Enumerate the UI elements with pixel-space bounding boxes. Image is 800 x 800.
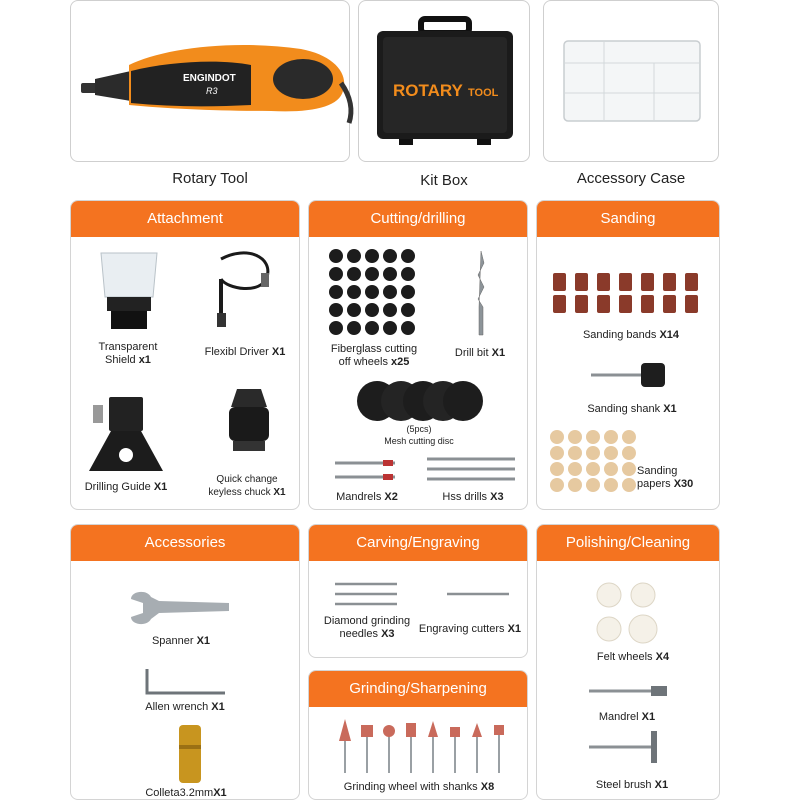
box-text-small: TOOL (468, 87, 499, 99)
accessories-header: Accessories (71, 525, 299, 561)
grinding-wheels-image (335, 719, 515, 773)
transparent-shield-label: Transparent Shield x1 (98, 341, 158, 366)
accessory-case-image (544, 1, 720, 163)
kit-box-card (358, 0, 530, 162)
fiberglass-wheels-image (327, 247, 417, 337)
steel-brush-label: Steel brush X1 (595, 779, 669, 791)
felt-wheels-label: Felt wheels X4 (596, 651, 670, 663)
kit-box-label: Kit Box (420, 172, 468, 189)
grinding-panel (308, 670, 528, 800)
spanner-label: Spanner X1 (151, 635, 211, 647)
diamond-needles-label: Diamond grinding needles X3 (323, 615, 411, 640)
brand-logo-text: ENGINDOT (183, 73, 236, 84)
mesh-disc-label: Mesh cutting disc (384, 436, 454, 446)
engraving-cutters-label: Engraving cutters X1 (418, 623, 522, 635)
transparent-shield-image (93, 249, 173, 339)
kit-box-image (359, 1, 531, 163)
sanding-papers-label: Sanding papers X30 (637, 465, 694, 490)
drill-bit-label: Drill bit X1 (454, 347, 506, 359)
mandrel-polish-label: Mandrel X1 (598, 711, 656, 723)
allen-wrench-image (141, 665, 231, 705)
accessory-case-card (543, 0, 719, 162)
sanding-papers-image (549, 429, 641, 493)
engraving-cutters-image (445, 589, 511, 599)
attachment-header: Attachment (71, 201, 299, 237)
fiberglass-label: Fiberglass cutting off wheels x25 (330, 343, 418, 368)
diamond-needles-image (333, 579, 403, 609)
sanding-bands-image (551, 271, 705, 317)
keyless-chuck-image (219, 385, 279, 465)
spanner-image (129, 589, 239, 629)
model-text: R3 (206, 86, 218, 96)
steel-brush-image (587, 729, 671, 765)
carving-panel (308, 524, 528, 658)
cutting-header: Cutting/drilling (309, 201, 527, 237)
mesh-disc-image (355, 377, 485, 425)
accessories-panel (70, 524, 300, 800)
sanding-bands-label: Sanding bands X14 (582, 329, 680, 341)
box-text: ROTARY (393, 81, 463, 100)
flexible-driver-image (207, 249, 287, 339)
keyless-chuck-label: Quick change keyless chuck X1 (208, 474, 286, 498)
mandrels-image (333, 457, 403, 487)
collet-label: Colleta3.2mmX1 (145, 787, 227, 799)
drilling-guide-image (83, 393, 173, 483)
sanding-panel (536, 200, 720, 510)
collet-image (175, 725, 205, 785)
attachment-panel (70, 200, 300, 510)
polishing-header: Polishing/Cleaning (537, 525, 719, 561)
hss-drills-label: Hss drills X3 (442, 491, 504, 503)
mandrels-label: Mandrels X2 (336, 491, 398, 503)
drill-bit-image (471, 249, 491, 339)
drilling-guide-label: Drilling Guide X1 (84, 481, 168, 493)
mesh-count-label: (5pcs) (406, 424, 432, 434)
flexible-driver-label: Flexibl Driver X1 (204, 346, 286, 358)
felt-wheels-image (595, 581, 659, 645)
carving-header: Carving/Engraving (309, 525, 527, 561)
grinding-header: Grinding/Sharpening (309, 671, 527, 707)
hss-drills-image (425, 453, 517, 487)
polishing-panel (536, 524, 720, 800)
mandrel-polish-image (587, 683, 671, 699)
rotary-tool-image (71, 1, 351, 163)
accessory-case-label: Accessory Case (576, 170, 686, 187)
rotary-tool-label: Rotary Tool (172, 170, 248, 187)
cutting-panel (308, 200, 528, 510)
sanding-shank-label: Sanding shank X1 (587, 403, 677, 415)
sanding-header: Sanding (537, 201, 719, 237)
grinding-wheels-label: Grinding wheel with shanks X8 (343, 781, 495, 793)
allen-wrench-label: Allen wrench X1 (145, 701, 225, 713)
sanding-shank-image (589, 361, 669, 391)
rotary-tool-card (70, 0, 350, 162)
